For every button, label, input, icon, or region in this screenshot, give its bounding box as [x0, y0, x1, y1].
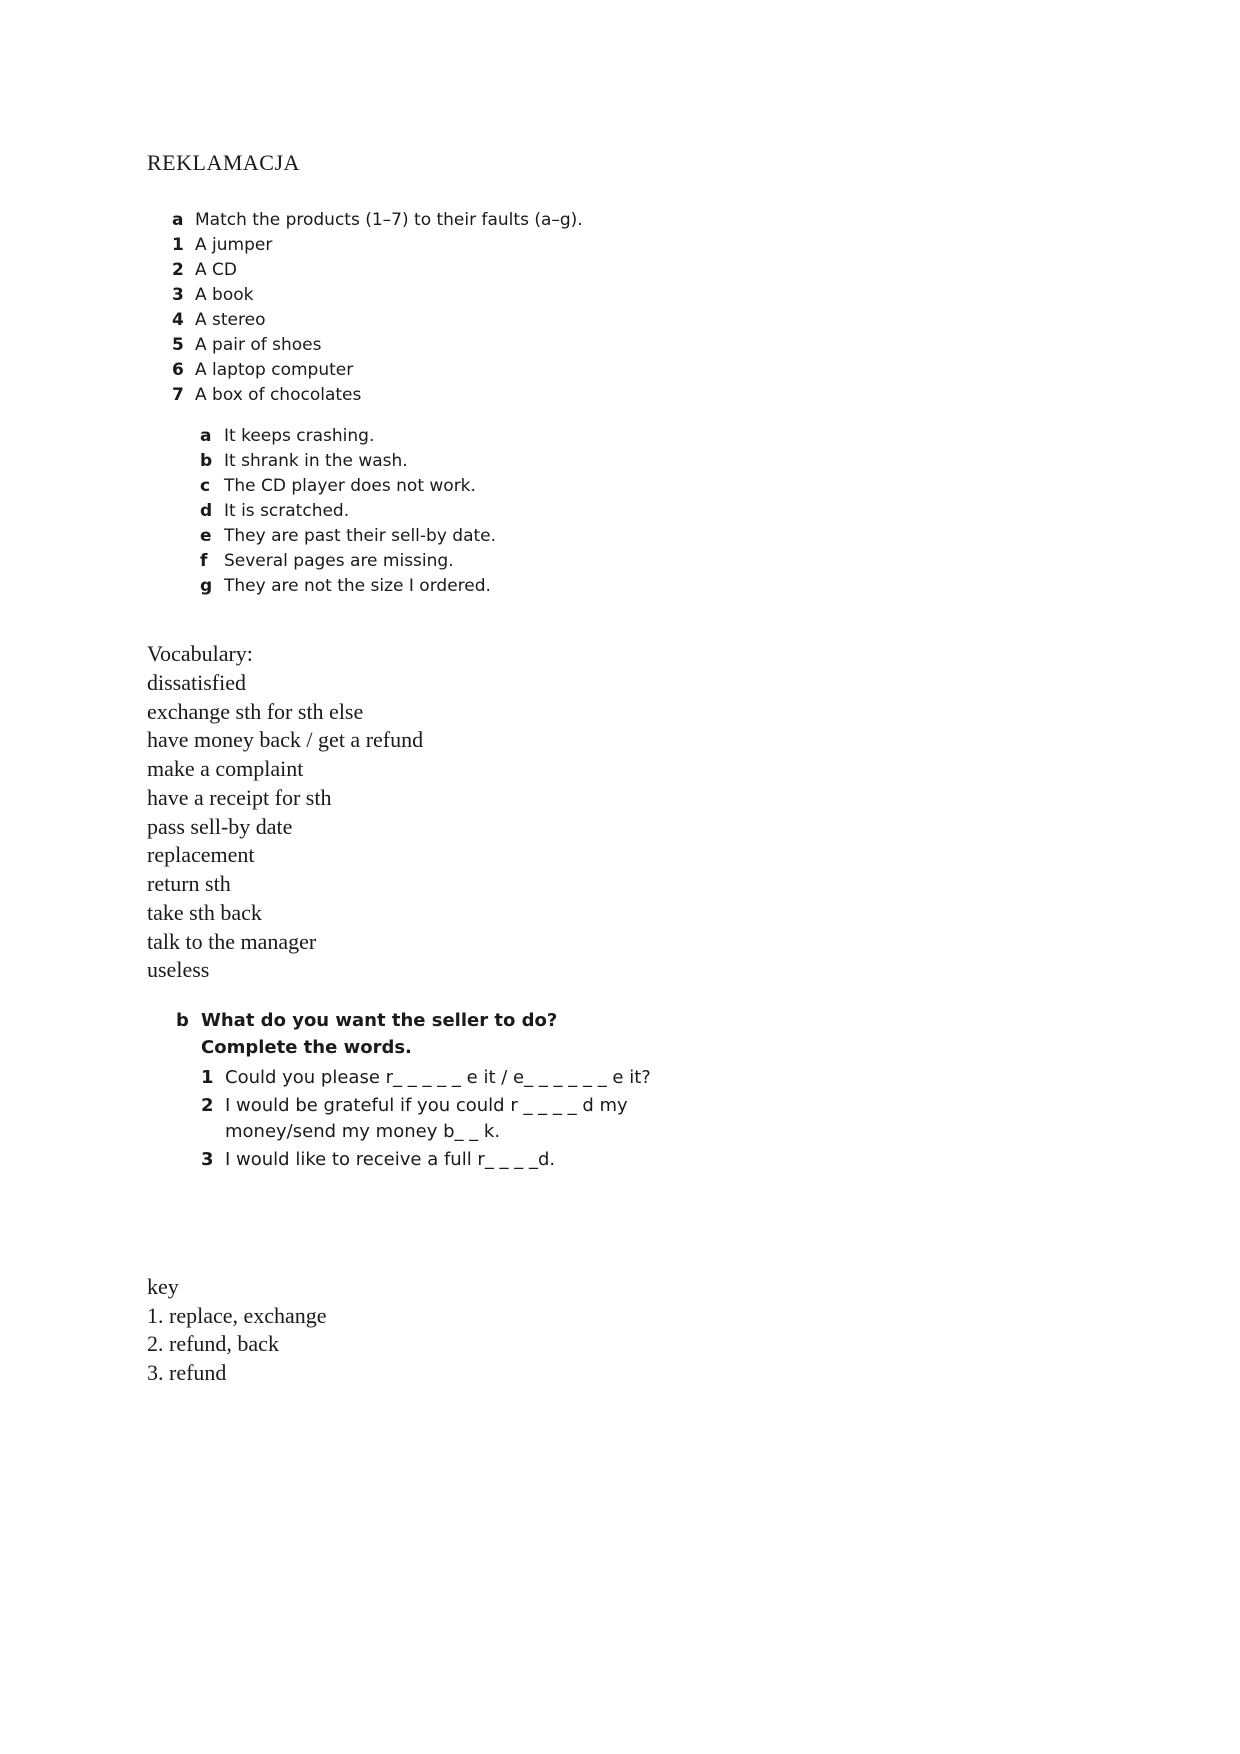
exercise-b-letter: b — [176, 1010, 189, 1031]
item-number: 2 — [201, 1095, 214, 1116]
vocabulary-item: return sth — [147, 871, 231, 896]
page-title: REKLAMACJA — [147, 150, 300, 175]
item-text: A pair of shoes — [195, 335, 322, 355]
answer-key-item: 2. refund, back — [147, 1331, 279, 1356]
product-list — [172, 233, 583, 408]
list-item — [201, 1093, 696, 1145]
vocabulary-item: take sth back — [147, 899, 262, 925]
item-text: A stereo — [195, 310, 266, 330]
vocabulary-item: exchange sth for sth else — [147, 698, 364, 724]
item-text: A box of chocolates — [195, 385, 362, 405]
exercise-b — [176, 1007, 696, 1175]
item-text: Could you please r_ _ _ _ _ e it / e_ _ _ _ _ _ e it? — [225, 1067, 651, 1088]
vocabulary-heading: Vocabulary: — [147, 641, 253, 666]
item-text: I would be grateful if you could r _ _ _ _ d my money/send my money b_ _ k. — [225, 1095, 628, 1142]
item-number: 7 — [172, 385, 184, 405]
list-item — [201, 1065, 696, 1091]
vocabulary-section — [147, 640, 423, 985]
item-text: It keeps crashing. — [224, 426, 375, 446]
exercise-b-instruction — [176, 1007, 696, 1061]
item-letter: f — [200, 551, 208, 571]
answer-key-item: 3. refund — [147, 1359, 227, 1385]
vocabulary-item: make a complaint — [147, 756, 304, 781]
item-number: 5 — [172, 335, 184, 355]
item-text: It shrank in the wash. — [224, 451, 408, 471]
list-item — [172, 358, 583, 383]
answer-key — [147, 1273, 327, 1387]
fault-list — [200, 424, 583, 599]
item-number: 6 — [172, 360, 184, 380]
list-item — [172, 308, 583, 333]
vocabulary-item: replacement — [147, 842, 255, 868]
exercise-a-instruction-text: Match the products (1–7) to their faults (a–g). — [195, 210, 583, 230]
vocabulary-item: pass sell-by date — [147, 813, 293, 839]
vocabulary-item: have a receipt for sth — [147, 784, 332, 810]
exercise-b-items — [201, 1065, 696, 1173]
list-item — [172, 233, 583, 258]
item-text: Several pages are missing. — [224, 551, 454, 571]
vocabulary-item: dissatisfied — [147, 669, 246, 695]
item-letter: g — [200, 576, 213, 596]
item-letter: e — [200, 526, 212, 546]
item-number: 1 — [201, 1067, 214, 1088]
vocabulary-item: useless — [147, 957, 210, 983]
item-number: 3 — [201, 1149, 214, 1170]
list-item — [172, 333, 583, 358]
item-text: A book — [195, 285, 254, 305]
item-text: They are past their sell-by date. — [224, 526, 497, 546]
item-number: 3 — [172, 285, 184, 305]
item-text: They are not the size I ordered. — [224, 576, 491, 596]
item-letter: b — [200, 451, 213, 471]
exercise-b-instruction-text: What do you want the seller to do? Complete the words. — [201, 1010, 558, 1058]
exercise-a — [172, 207, 583, 599]
exercise-a-instruction — [172, 207, 583, 233]
list-item — [200, 524, 583, 549]
item-letter: d — [200, 501, 213, 521]
list-item — [172, 258, 583, 283]
item-text: I would like to receive a full r_ _ _ _d. — [225, 1149, 556, 1170]
answer-key-item: 1. replace, exchange — [147, 1302, 327, 1328]
item-text: A laptop computer — [195, 360, 354, 380]
item-text: It is scratched. — [224, 501, 350, 521]
list-item — [200, 449, 583, 474]
list-item — [200, 574, 583, 599]
exercise-a-letter: a — [172, 210, 184, 230]
list-item — [200, 474, 583, 499]
item-number: 1 — [172, 235, 184, 255]
answer-key-heading: key — [147, 1274, 179, 1299]
item-text: A CD — [195, 260, 237, 280]
item-text: A jumper — [195, 235, 273, 255]
item-text: The CD player does not work. — [224, 476, 476, 496]
list-item — [172, 383, 583, 408]
list-item — [200, 549, 583, 574]
list-item — [200, 424, 583, 449]
item-number: 4 — [172, 310, 184, 330]
item-number: 2 — [172, 260, 184, 280]
list-item — [200, 499, 583, 524]
list-item — [201, 1147, 696, 1173]
vocabulary-item: talk to the manager — [147, 928, 317, 954]
item-letter: c — [200, 476, 211, 496]
vocabulary-item: have money back / get a refund — [147, 727, 424, 753]
list-item — [172, 283, 583, 308]
item-letter: a — [200, 426, 212, 446]
